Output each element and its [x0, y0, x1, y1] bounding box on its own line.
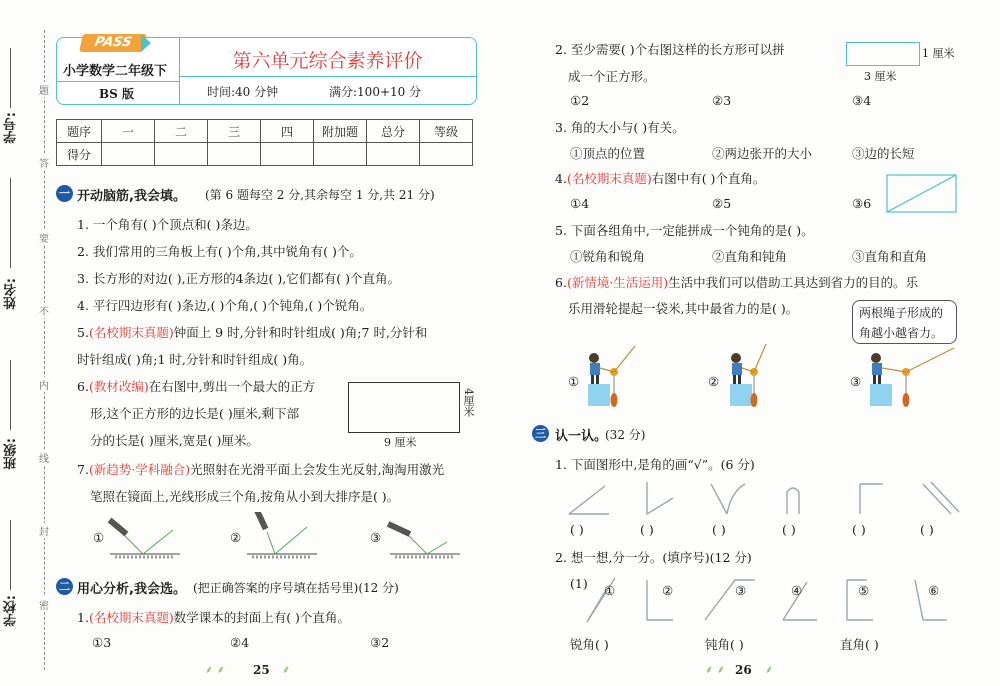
page-number: 25	[253, 663, 270, 677]
leaf-icon: ⸙ ⸙	[705, 663, 725, 676]
question-text: 1. 一个角有( )个顶点和( )条边。	[77, 217, 258, 232]
bubble-text: 角越小越省力。	[859, 326, 944, 340]
score-table	[56, 119, 473, 166]
shape-label: ⑥	[928, 583, 940, 598]
answer-blank[interactable]: ( )	[640, 522, 654, 537]
table-header-cell: 一	[102, 120, 155, 143]
answer-option[interactable]: ③2	[370, 635, 390, 650]
answer-option[interactable]: ②两边张开的大小	[712, 146, 813, 161]
page-number: 26	[735, 663, 752, 677]
binding-underline	[10, 178, 11, 268]
table-header-cell: 二	[155, 120, 208, 143]
angle-candidates-figure	[565, 478, 965, 520]
question-text	[555, 169, 765, 187]
question-text: 2. 我们常用的三角板上有( )个角,其中锐角有( )个。	[77, 244, 362, 259]
section-number-badge: 三	[532, 425, 549, 442]
answer-option[interactable]: ①顶点的位置	[570, 146, 646, 161]
shape-label: ③	[735, 583, 747, 598]
question-tag: (新趋势·学科融合)	[88, 462, 191, 477]
option-mark: ①	[93, 530, 105, 545]
question-text	[555, 273, 918, 291]
question-text: 形,这个正方形的边长是( )厘米,剩下部	[90, 406, 300, 421]
question-text: 乐用滑轮提起一袋米,其中最省力的是( )。	[568, 301, 799, 316]
seal-char: 不	[33, 303, 55, 318]
question-body: 数学课本的封面上有( )个直角。	[173, 610, 350, 625]
answer-option[interactable]: ①锐角和锐角	[570, 249, 646, 264]
question-number: 6.	[77, 379, 89, 394]
table-header-cell: 总分	[367, 120, 420, 143]
question-text: 5. 下面各组角中,一定能拼成一个钝角的是( )。	[555, 223, 814, 238]
speech-bubble	[852, 300, 957, 344]
table-header-cell: 三	[208, 120, 261, 143]
question-number: 6.	[555, 275, 567, 290]
option-mark: ②	[708, 374, 720, 389]
question-text: 时针组成( )角;1 时,分针和时针组成( )角。	[77, 352, 313, 367]
question-text	[77, 460, 444, 478]
binding-underline	[10, 48, 11, 108]
answer-option[interactable]: ②直角和钝角	[712, 249, 788, 264]
table-row-label: 得分	[57, 143, 102, 166]
option-mark: ③	[370, 530, 382, 545]
question-body: 右图中有( )个直角。	[651, 171, 766, 186]
sub-question-label: (1)	[570, 576, 588, 591]
laser-figure-3	[385, 520, 465, 561]
question-body: 生活中我们可以借助工具达到省力的目的。乐	[668, 275, 919, 290]
question-number: 1.	[77, 610, 89, 625]
cut-line	[44, 30, 45, 670]
seal-char: 要	[33, 230, 55, 245]
option-mark: ①	[568, 374, 580, 389]
student-id-label: 学号:	[4, 112, 19, 144]
answer-blank[interactable]: ( )	[570, 522, 584, 537]
answer-option[interactable]: ③直角和直角	[852, 249, 928, 264]
question-text: 4. 平行四边形有( )条边,( )个角,( )个钝角,( )个锐角。	[77, 298, 373, 313]
seal-char: 密	[33, 597, 55, 612]
binding-underline	[10, 520, 11, 590]
laser-figure-1	[105, 516, 185, 561]
laser-figure-2	[242, 512, 322, 561]
answer-blank[interactable]: ( )	[920, 522, 934, 537]
subject-label: 小学数学二年级下	[63, 64, 168, 79]
class-label: 班级:	[4, 438, 19, 470]
option-mark: ②	[230, 530, 242, 545]
divider	[57, 81, 179, 82]
question-text: 2. 至少需要( )个右图这样的长方形可以拼	[555, 42, 785, 57]
section-title: 用心分析,我会选。	[77, 582, 186, 597]
question-number: 4.	[555, 171, 567, 186]
shape-label: ①	[604, 583, 616, 598]
leaf-icon: ⸙	[765, 663, 774, 676]
leaf-icon: ⸙ ⸙	[205, 663, 225, 676]
section-number-badge: 一	[56, 185, 73, 202]
answer-blank[interactable]: ( )	[782, 522, 796, 537]
student-name-label: 姓名:	[4, 278, 19, 310]
score-cell[interactable]	[102, 143, 155, 166]
rectangle-diagonal-figure	[886, 174, 958, 214]
rect-width-label: 9 厘米	[384, 436, 417, 449]
section-title: 开动脑筋,我会填。	[77, 189, 186, 204]
answer-option[interactable]: ②3	[712, 93, 732, 108]
question-text: 笔照在镜面上,光线形成三个角,按角从小到大排序是( )。	[90, 489, 400, 504]
shape-label: ⑤	[858, 583, 870, 598]
pass-badge: PASS	[79, 34, 147, 52]
edition-label: BS 版	[99, 87, 134, 101]
section-note: (32 分)	[605, 428, 646, 442]
question-tag: (名校期末真题)	[88, 325, 174, 340]
question-text	[77, 608, 350, 626]
binding-underline	[10, 360, 11, 430]
question-tag: (新情境·生活运用)	[566, 275, 669, 290]
pulley-figure-3	[862, 342, 958, 412]
answer-option[interactable]: ③6	[852, 196, 872, 211]
option-mark: ③	[850, 374, 862, 389]
badge-arrow-icon	[141, 34, 151, 52]
seal-char: 封	[33, 523, 55, 538]
acute-angle-answer[interactable]: 锐角( )	[570, 637, 609, 652]
answer-option[interactable]: ②5	[712, 196, 732, 211]
pulley-figure-2	[722, 342, 792, 412]
answer-option[interactable]: ②4	[230, 635, 250, 650]
school-label: 学校:	[4, 595, 19, 627]
full-score: 满分:100+10 分	[329, 85, 422, 99]
score-cell[interactable]	[420, 143, 473, 166]
section-note: (把正确答案的序号填在括号里)(12 分)	[193, 581, 399, 595]
section-note: (第 6 题每空 2 分,其余每空 1 分,共 21 分)	[205, 188, 435, 202]
seal-char: 内	[33, 377, 55, 392]
bubble-text: 两根绳子形成的	[859, 306, 944, 320]
page-title: 第六单元综合素养评价	[232, 50, 423, 72]
question-text	[77, 323, 427, 341]
question-tag: (名校期末真题)	[566, 171, 652, 186]
table-row	[57, 120, 473, 143]
question-text	[77, 377, 315, 395]
question-body: 在右图中,剪出一个最大的正方	[148, 379, 316, 394]
rect-height-label: 4厘米	[462, 388, 475, 417]
table-row	[57, 143, 473, 166]
answer-option[interactable]: ③边的长短	[852, 146, 915, 161]
answer-option[interactable]: ①4	[570, 196, 590, 211]
score-cell[interactable]	[261, 143, 314, 166]
score-cell[interactable]	[314, 143, 367, 166]
question-body: 光照射在光滑平面上会发生光反射,淘淘用激光	[190, 462, 445, 477]
table-header-cell: 四	[261, 120, 314, 143]
question-number: 7.	[77, 462, 89, 477]
rectangle-figure	[348, 382, 460, 433]
pulley-figure-1	[580, 342, 650, 412]
answer-blank[interactable]: ( )	[712, 522, 726, 537]
question-text: 1. 下面图形中,是角的画“√”。(6 分)	[555, 457, 755, 472]
question-tag: (教材改编)	[88, 379, 149, 394]
question-text: 2. 想一想,分一分。(填序号)(12 分)	[555, 550, 752, 565]
score-cell[interactable]	[155, 143, 208, 166]
leaf-icon: ⸙	[282, 663, 291, 676]
obtuse-angle-answer[interactable]: 钝角( )	[705, 637, 744, 652]
question-tag: (名校期末真题)	[88, 610, 174, 625]
rect-width-label: 3 厘米	[864, 70, 897, 83]
time-limit: 时间:40 分钟	[207, 85, 279, 99]
table-header-cell: 等级	[420, 120, 473, 143]
rect-height-label: 1 厘米	[922, 47, 955, 60]
shape-label: ②	[662, 583, 674, 598]
question-number: 5.	[77, 325, 89, 340]
exam-header	[56, 37, 477, 105]
small-rectangle-figure	[846, 42, 920, 66]
score-cell[interactable]	[208, 143, 261, 166]
answer-option[interactable]: ①3	[92, 635, 112, 650]
answer-option[interactable]: ①2	[570, 93, 590, 108]
seal-char: 线	[33, 450, 55, 465]
answer-option[interactable]: ③4	[852, 93, 872, 108]
answer-blank[interactable]: ( )	[852, 522, 866, 537]
question-text: 分的长是( )厘米,宽是( )厘米。	[90, 433, 259, 448]
shape-label: ④	[791, 583, 803, 598]
seal-char: 答	[33, 155, 55, 170]
angle-shapes-figure	[585, 572, 950, 627]
table-header-cell: 题序	[57, 120, 102, 143]
question-text: 3. 长方形的对边( ),正方形的4条边( ),它们都有( )个直角。	[77, 271, 400, 286]
section-title: 认一认。	[555, 429, 608, 444]
section-number-badge: 二	[56, 578, 73, 595]
question-body: 钟面上 9 时,分针和时针组成( )角;7 时,分针和	[173, 325, 428, 340]
question-text: 成一个正方形。	[568, 69, 656, 84]
table-header-cell: 附加题	[314, 120, 367, 143]
question-text: 3. 角的大小与( )有关。	[555, 120, 685, 135]
score-cell[interactable]	[367, 143, 420, 166]
right-angle-answer[interactable]: 直角( )	[840, 637, 879, 652]
divider	[179, 76, 476, 77]
seal-char: 题	[33, 82, 55, 97]
